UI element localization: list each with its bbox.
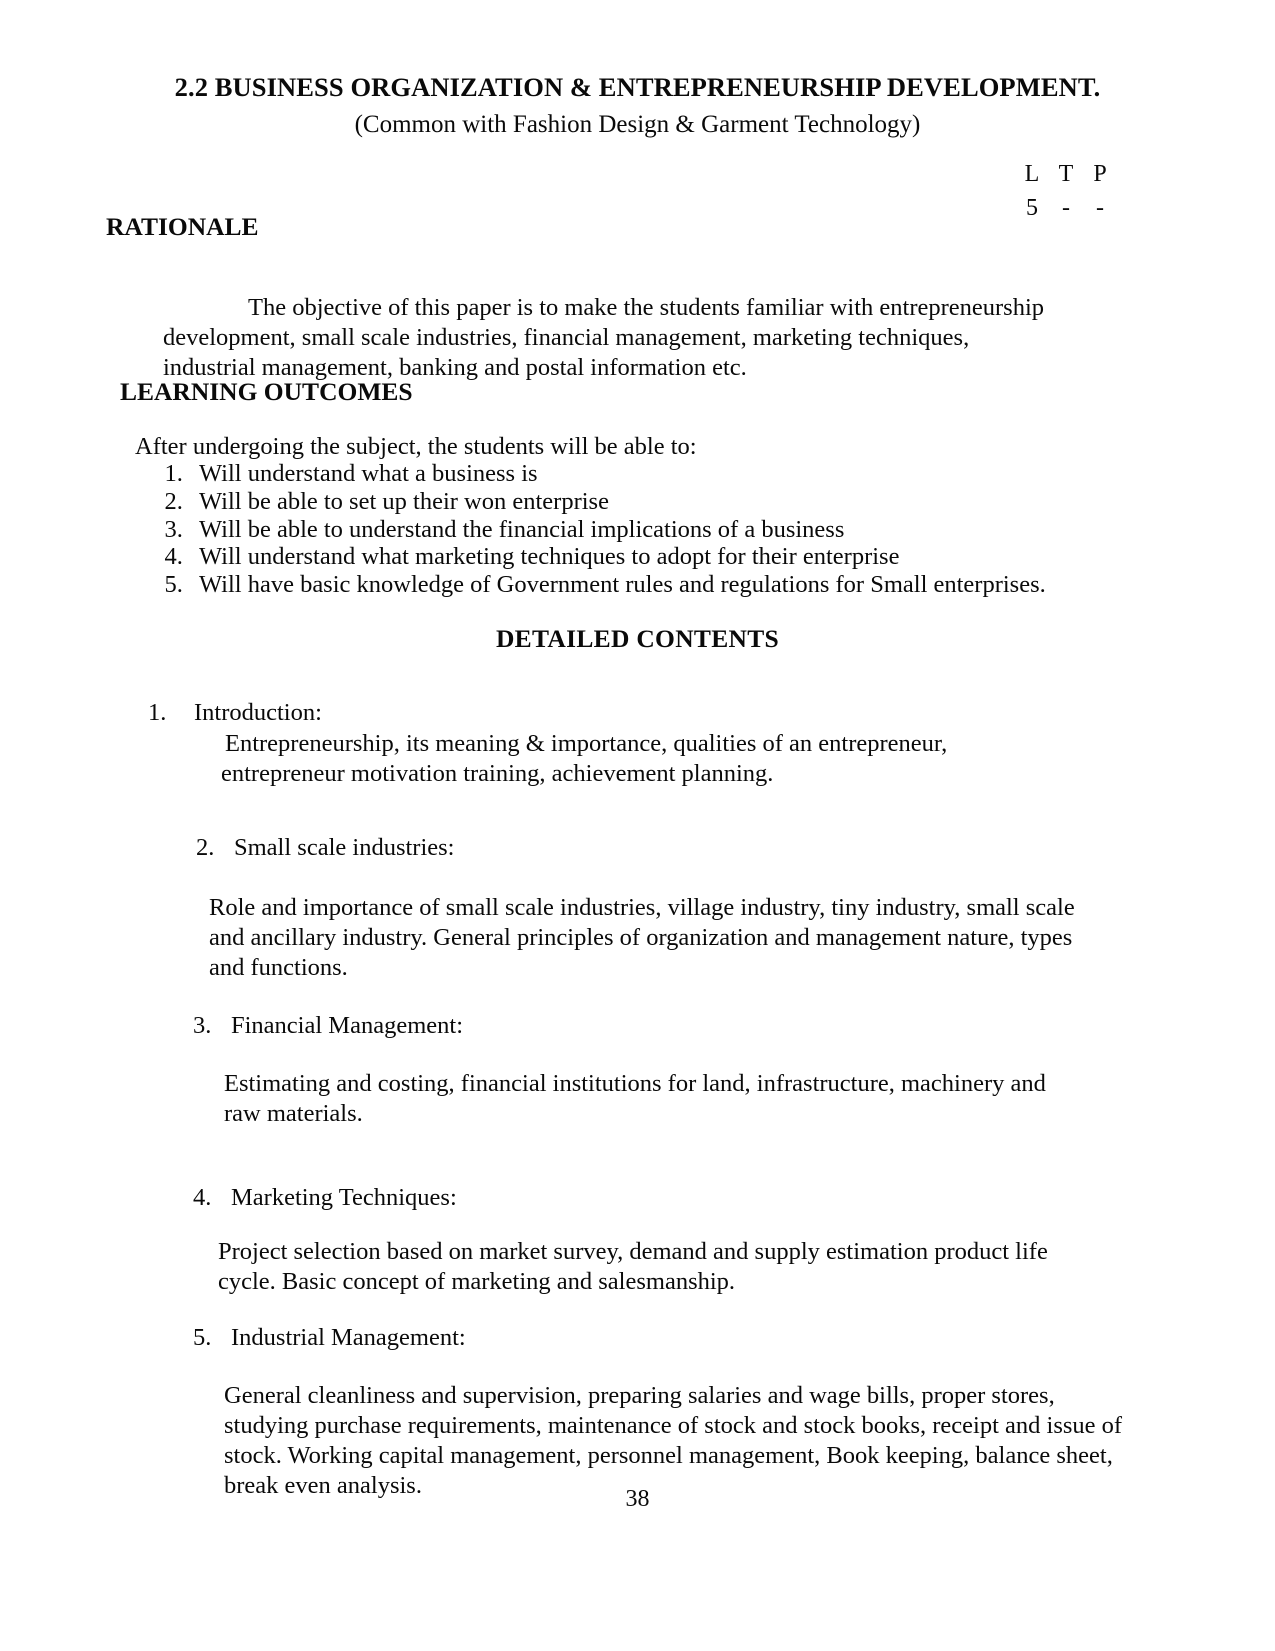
content-section-number: 4. bbox=[193, 1184, 212, 1211]
list-item: 5. Will have basic knowledge of Government rules and regulations for Small enterprises. bbox=[189, 571, 1046, 599]
rationale-paragraph bbox=[163, 293, 1047, 384]
content-section-head bbox=[193, 1011, 1275, 1041]
page-subtitle: (Common with Fashion Design & Garment Technology) bbox=[354, 111, 921, 139]
content-section-number: 2. bbox=[196, 834, 215, 861]
credit-hours-table bbox=[1015, 157, 1117, 225]
rationale-text: The objective of this paper is to make the students familiar with entrepreneurship development, small scale industries, financial management, marketing techniques, industrial management, banking and postal information etc. bbox=[163, 293, 1045, 381]
learning-outcomes-heading: LEARNING OUTCOMES bbox=[120, 377, 413, 406]
content-section-body: Role and importance of small scale industries, village industry, tiny industry, small scale and ancillary industry. General principles of organization and management nature, types and functions. bbox=[209, 894, 1075, 981]
content-section-body: General cleanliness and supervision, preparing salaries and wage bills, proper stores, studying purchase requirements, maintenance of stock and stock books, receipt and issue of stock. Working capital management, personnel management, Book keeping, balance sheet, break even analysis. bbox=[224, 1382, 1123, 1499]
credit-value-p: - bbox=[1096, 195, 1104, 222]
content-section bbox=[193, 1323, 1275, 1501]
content-section bbox=[148, 698, 1275, 789]
content-section-title: Marketing Techniques: bbox=[231, 1184, 457, 1211]
content-section-body: Estimating and costing, financial institutions for land, infrastructure, machinery and raw materials. bbox=[224, 1070, 1046, 1127]
content-section-title: Small scale industries: bbox=[234, 834, 455, 861]
content-section bbox=[193, 1011, 1275, 1129]
content-section bbox=[196, 833, 1275, 983]
content-section-body bbox=[221, 729, 1061, 789]
content-section-head bbox=[196, 833, 1275, 863]
credit-value-t: - bbox=[1062, 195, 1070, 222]
content-section-number: 3. bbox=[193, 1012, 212, 1039]
detailed-contents-list bbox=[0, 698, 1275, 1501]
credit-value-l: 5 bbox=[1026, 195, 1038, 222]
content-section-head bbox=[193, 1183, 1275, 1213]
content-section-head bbox=[148, 698, 1275, 728]
content-section-body-text: Entrepreneurship, its meaning & importance, qualities of an entrepreneur, entrepreneur motivation training, achievement planning. bbox=[221, 730, 948, 787]
list-item: 1. Will understand what a business is bbox=[189, 460, 1046, 488]
content-section-title: Introduction: bbox=[194, 699, 322, 726]
detailed-contents-heading: DETAILED CONTENTS bbox=[495, 624, 780, 653]
credit-header-l: L bbox=[1024, 161, 1040, 187]
rationale-heading: RATIONALE bbox=[106, 212, 259, 241]
credit-header-t: T bbox=[1058, 161, 1074, 187]
learning-outcomes-list bbox=[135, 460, 1046, 599]
page-title: 2.2 BUSINESS ORGANIZATION & ENTREPRENEURSHIP DEVELOPMENT. bbox=[174, 72, 1101, 102]
list-item: 4. Will understand what marketing techniques to adopt for their enterprise bbox=[189, 543, 1046, 571]
learning-outcomes-intro: After undergoing the subject, the students will be able to: bbox=[135, 433, 697, 460]
content-section-number: 1. bbox=[148, 699, 167, 726]
content-section-title: Financial Management: bbox=[231, 1012, 463, 1039]
content-section-number: 5. bbox=[193, 1324, 212, 1351]
credit-value-row bbox=[1015, 191, 1117, 225]
content-section-head bbox=[193, 1323, 1275, 1353]
content-section bbox=[193, 1183, 1275, 1297]
content-section-title: Industrial Management: bbox=[231, 1324, 466, 1351]
list-item: 3. Will be able to understand the financial implications of a business bbox=[189, 516, 1046, 544]
list-item: 2. Will be able to set up their won enterprise bbox=[189, 488, 1046, 516]
credit-header-p: P bbox=[1093, 161, 1107, 187]
content-section-body: Project selection based on market survey, demand and supply estimation product life cycle. Basic concept of marketing and salesmanship. bbox=[218, 1238, 1048, 1295]
page-number: 38 bbox=[625, 1486, 650, 1512]
credit-header-row bbox=[1015, 157, 1117, 191]
